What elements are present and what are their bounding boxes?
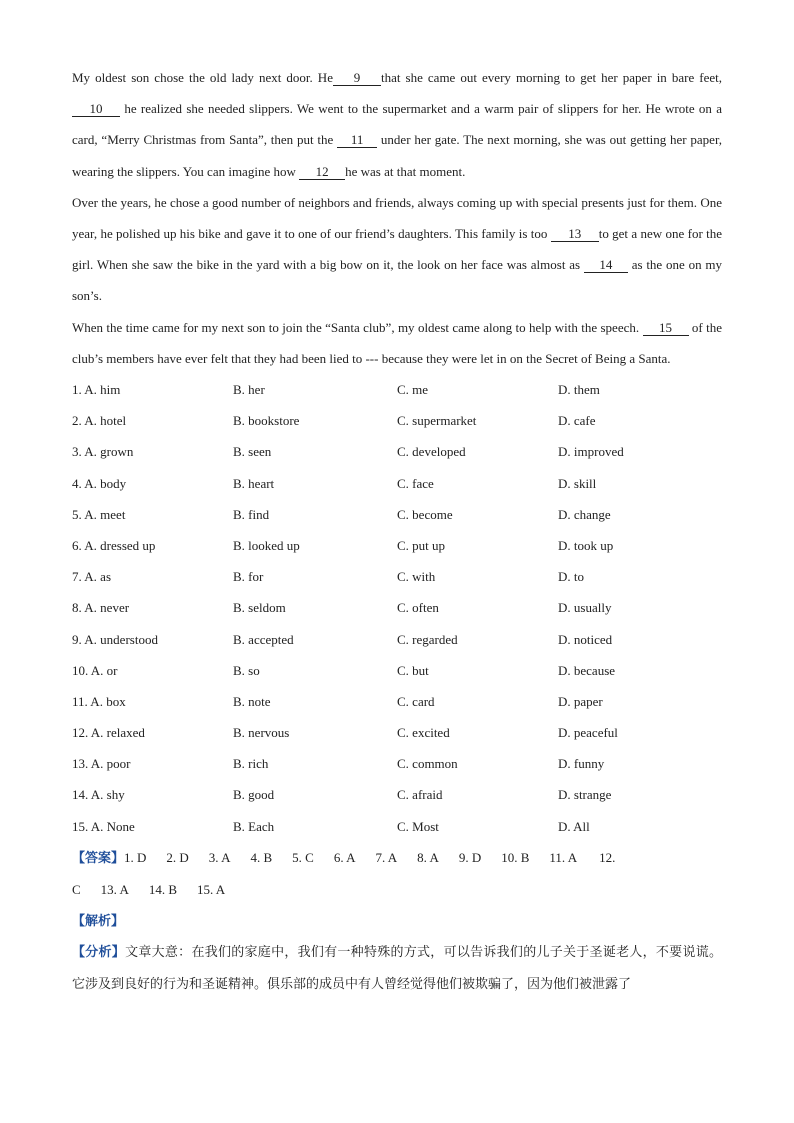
answer-section — [72, 842, 722, 905]
option-row-1 — [72, 374, 722, 405]
option-row-8 — [72, 592, 722, 623]
option-2-a: 2. A. hotel — [72, 413, 127, 429]
passage-text: to get a new one for the girl. When she saw the bike in the yard with a big bow on it, the look on her face was almost as — [72, 226, 723, 273]
option-3-d: D. improved — [558, 444, 624, 460]
option-15-a: 15. A. None — [72, 818, 135, 834]
option-12-d: D. peaceful — [558, 725, 618, 741]
answer-item: 11. A — [549, 849, 578, 865]
option-2-c: C. supermarket — [397, 413, 477, 429]
blank-14: 14 — [584, 258, 628, 273]
answer-items — [72, 850, 615, 897]
blank-9: 9 — [333, 71, 381, 86]
option-1-a: 1. A. him — [72, 382, 121, 398]
option-13-d: D. funny — [558, 756, 605, 772]
option-row-9 — [72, 624, 722, 655]
option-5-a: 5. A. meet — [72, 506, 126, 522]
answer-item: 10. B — [501, 849, 530, 865]
option-4-c: C. face — [397, 475, 434, 491]
passage-paragraph-1 — [72, 62, 722, 187]
option-6-d: D. took up — [558, 537, 614, 553]
passage-text: Over the years, he chose a good number of neighbors and friends, always coming up with special presents just for them. One year, he polished up his bike and gave it to one of our friend’s daughters. This family is too — [72, 194, 722, 242]
option-3-c: C. developed — [397, 444, 466, 460]
option-row-5 — [72, 499, 722, 530]
option-12-a: 12. A. relaxed — [72, 725, 145, 741]
answer-item: 14. B — [148, 882, 178, 898]
option-8-a: 8. A. never — [72, 600, 130, 616]
analysis-tag: 【解析】 — [72, 914, 125, 930]
option-9-c: C. regarded — [397, 631, 458, 647]
option-1-c: C. me — [397, 382, 429, 398]
answer-item: 15. A — [197, 882, 226, 898]
answer-item: 1. D — [124, 849, 147, 865]
option-14-b: B. good — [233, 787, 275, 803]
answer-item: 12. — [599, 849, 616, 865]
option-5-b: B. find — [233, 506, 270, 522]
option-13-a: 13. A. poor — [72, 756, 131, 772]
option-7-c: C. with — [397, 569, 436, 585]
option-14-d: D. strange — [558, 787, 612, 803]
passage-text: When the time came for my next son to join the “Santa club”, my oldest came along to help with the speech. — [72, 319, 640, 335]
option-6-a: 6. A. dressed up — [72, 537, 156, 553]
blank-11: 11 — [337, 133, 377, 148]
passage-text: he was at that moment. — [345, 163, 466, 179]
option-row-14 — [72, 779, 722, 810]
answer-item: 8. A — [417, 849, 439, 865]
blank-10: 10 — [72, 102, 120, 117]
option-9-a: 9. A. understood — [72, 631, 158, 647]
passage-paragraph-3 — [72, 312, 722, 374]
summary-tag: 【分析】 — [72, 945, 126, 961]
option-row-12 — [72, 717, 722, 748]
option-row-3 — [72, 436, 722, 467]
answer-item: 3. A — [208, 849, 231, 865]
option-15-b: B. Each — [233, 818, 275, 834]
option-10-a: 10. A. or — [72, 662, 118, 678]
passage-paragraph-2 — [72, 187, 722, 312]
option-8-c: C. often — [397, 600, 439, 616]
option-row-10 — [72, 655, 722, 686]
option-11-b: B. note — [233, 693, 271, 709]
option-12-c: C. excited — [397, 725, 450, 741]
blank-15: 15 — [643, 321, 689, 336]
passage-text: he realized she needed slippers. We went to the supermarket and a warm pair of slippers for her. He wrote on a card, “Merry Christmas from Santa”, then put the — [72, 101, 723, 148]
option-7-a: 7. A. as — [72, 569, 111, 585]
option-11-c: C. card — [397, 693, 435, 709]
option-row-11 — [72, 686, 722, 717]
passage-text: as the one on my son’s. — [72, 257, 723, 304]
answer-tag: 【答案】 — [72, 850, 125, 866]
option-row-4 — [72, 468, 722, 499]
option-6-b: B. looked up — [233, 537, 300, 553]
option-13-c: C. common — [397, 756, 458, 772]
option-15-c: C. Most — [397, 818, 439, 834]
answer-item: 2. D — [166, 849, 189, 865]
option-1-d: D. them — [558, 382, 600, 398]
option-row-2 — [72, 405, 722, 436]
option-7-b: B. for — [233, 569, 264, 585]
passage-text: that she came out every morning to get her paper in bare feet, — [380, 70, 722, 85]
option-row-13 — [72, 748, 722, 779]
passage-text: under her gate. The next morning, she was out getting her paper, wearing the slippers. You can imagine how — [72, 132, 723, 179]
option-6-c: C. put up — [397, 537, 446, 553]
option-14-c: C. afraid — [397, 787, 443, 803]
answer-item: 4. B — [250, 849, 273, 865]
answer-item: 9. D — [458, 849, 482, 865]
option-12-b: B. nervous — [233, 725, 290, 741]
options-list — [72, 374, 722, 842]
passage-text: of the club’s members have ever felt that they had been lied to --- because they were let in on the Secret of Being a Santa. — [72, 319, 723, 366]
option-10-b: B. so — [233, 662, 260, 678]
option-4-a: 4. A. body — [72, 475, 127, 491]
passage-text: My oldest son chose the old lady next door. He — [72, 70, 333, 85]
analysis-summary — [72, 937, 722, 999]
option-4-b: B. heart — [233, 475, 275, 491]
option-9-b: B. accepted — [233, 631, 294, 647]
option-8-d: D. usually — [558, 600, 612, 616]
answer-item: 7. A — [375, 849, 398, 865]
option-11-a: 11. A. box — [72, 693, 126, 709]
analysis-heading — [72, 905, 722, 937]
summary-text: 文章大意：在我们的家庭中，我们有一种特殊的方式，可以告诉我们的儿子关于圣诞老人，不要说谎。它涉及到良好的行为和圣诞精神。俱乐部的成员中有人曾经觉得他们被欺骗了，因为他们被泄露了 — [72, 945, 722, 992]
answer-item: 13. A — [100, 882, 129, 898]
option-2-d: D. cafe — [558, 413, 596, 429]
blank-12: 12 — [299, 165, 345, 180]
document-page — [72, 62, 722, 1000]
option-9-d: D. noticed — [558, 631, 613, 647]
option-11-d: D. paper — [558, 693, 603, 709]
option-row-15 — [72, 811, 722, 842]
option-3-b: B. seen — [233, 444, 272, 460]
option-2-b: B. bookstore — [233, 413, 300, 429]
option-5-c: C. become — [397, 506, 453, 522]
option-10-d: D. because — [558, 662, 616, 678]
option-row-7 — [72, 561, 722, 592]
option-row-6 — [72, 530, 722, 561]
blank-13: 13 — [551, 227, 599, 242]
option-14-a: 14. A. shy — [72, 787, 125, 803]
answer-item: 6. A — [333, 849, 356, 865]
option-8-b: B. seldom — [233, 600, 286, 616]
option-3-a: 3. A. grown — [72, 444, 134, 460]
option-7-d: D. to — [558, 569, 584, 585]
answer-item: 5. C — [292, 849, 314, 865]
option-5-d: D. change — [558, 506, 611, 522]
option-10-c: C. but — [397, 662, 429, 678]
option-4-d: D. skill — [558, 475, 597, 491]
answer-item: C — [72, 882, 81, 898]
option-1-b: B. her — [233, 382, 265, 398]
option-15-d: D. All — [558, 818, 590, 834]
option-13-b: B. rich — [233, 756, 269, 772]
